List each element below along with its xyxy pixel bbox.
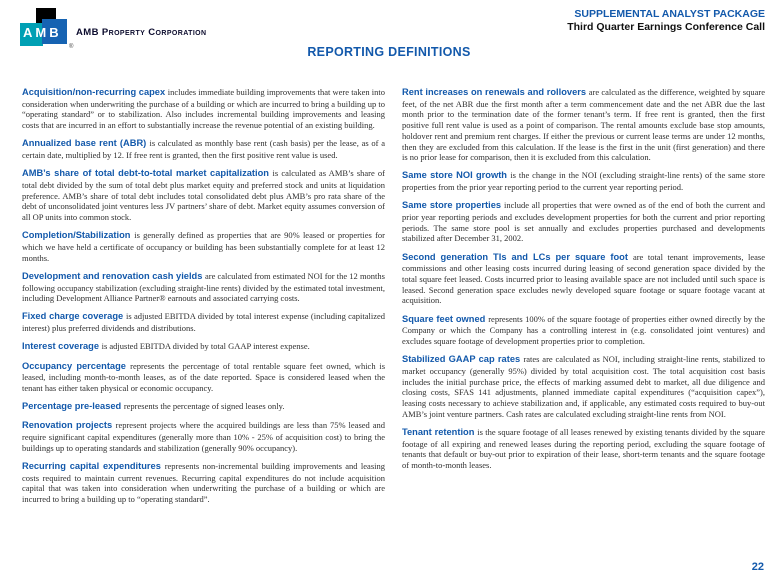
- page-title: REPORTING DEFINITIONS: [307, 45, 471, 59]
- definition-term: Development and renovation cash yields: [22, 270, 205, 281]
- definition-text: represent projects where the acquired buildings are less than 75% leased and require significant capital expenditures (generally more than 10% - 25% of acquisition cost) to bring the buildings up to operating standards and stabilization (generally 90% occupancy).: [22, 420, 385, 453]
- company-name: AMB Property Corporation: [76, 27, 207, 38]
- definitions: [22, 87, 765, 512]
- definition-item-left-4: [22, 271, 385, 304]
- definition-text: is generally defined as properties that are 90% leased or properties for which we have held a certificate of occupancy or building has been substantially complete for at least 12 months.: [22, 230, 385, 263]
- conference-call-subtitle: Third Quarter Earnings Conference Call: [567, 20, 765, 33]
- definition-text: is calculated as monthly base rent (cash basis) per the lease, as of a certain date, multiplied by 12. If free rent is granted, then the first positive rent value is used.: [22, 138, 385, 161]
- package-title: SUPPLEMENTAL ANALYST PACKAGE: [574, 8, 765, 20]
- definition-text: are calculated from estimated NOI for the 12 months following occupancy stabilization (excluding straight-line rents) divided by the estimated total investment, including Development Alliance Partner® earnouts and associated carrying costs.: [22, 270, 385, 304]
- definition-item-left-1: [22, 138, 385, 160]
- definition-term: Same store NOI growth: [402, 170, 511, 181]
- definition-text: is adjusted EBITDA divided by total interest expense (including capitalized interest) plus preferred dividends and distributions.: [22, 311, 385, 334]
- definition-item-left-0: [22, 87, 385, 131]
- definition-term: Fixed charge coverage: [22, 311, 126, 322]
- definition-item-right-4: [402, 314, 765, 347]
- definition-text: is calculated as AMB’s share of total debt divided by the sum of total debt plus market equity and preferred stock and units at liquidation preference. AMB’s share of total debt includes total consolidated debt plus AMB’s pro rata share of the debt of unconsolidated joint ventures less JV partners’ share of debt. Market equity assumes conversion of all OP units into common stock.: [22, 168, 386, 223]
- definition-text: represents non-incremental building improvements and leasing costs required to maintain current revenues. Recurring capital expenditures do not include acquisition capital that was taken into consideration when underwriting the purchase of a building or which are incurred to bring a building up to “operating standard”.: [22, 460, 385, 505]
- definition-item-right-2: [402, 200, 765, 244]
- definition-item-left-5: [22, 311, 385, 333]
- definition-text: includes immediate building improvements that were taken into consideration when underwriting the purchase of a building or which are incurred to bring a building up to “operating standard” or to stabilization. Also includes incremental building improvements and leasing costs that are incurred in an effort to substantially increase the revenue potential of an existing building.: [22, 87, 385, 131]
- definitions-column-left: [22, 87, 385, 512]
- definition-item-right-6: [402, 427, 765, 471]
- page-number: 22: [751, 561, 764, 573]
- definition-term: Occupancy percentage: [22, 360, 131, 371]
- definition-term: Same store properties: [402, 200, 505, 211]
- definition-term: Percentage pre-leased: [22, 401, 124, 412]
- definition-text: rates are calculated as NOI, including straight-line rents, stabilized to market occupancy (generally 95%) divided by total acquisition cost. The total acquisition cost basis includes the initial purchase price, the effects of marking assumed debt to market, all due diligence and closing costs, SFAS 141 adjustments, planned immediate capital expenditures (“acquisition capex”), leasing costs necessary to achieve stabilization and, if applicable, any estimated costs required to buy-out AMB’s joint venture partners. Cash rates are calculated excluding straight-line rents from NOI.: [402, 354, 765, 419]
- definition-term: Annualized base rent (ABR): [22, 138, 150, 149]
- registered-mark-icon: ®: [69, 44, 74, 50]
- definition-term: Recurring capital expenditures: [22, 460, 165, 471]
- definition-item-left-3: [22, 230, 385, 263]
- definition-term: Completion/Stabilization: [22, 230, 135, 241]
- definition-text: include all properties that were owned as of the end of both the current and prior year reporting periods and excludes development properties for both the current and prior reporting periods. The same store pool is set annually and excludes properties purchased and developments stabilized after December 31, 2002.: [402, 200, 765, 244]
- definition-text: are calculated as the difference, weighted by square feet, of the net ABR due the first month after a term commencement date and the net ABR due the last month prior to the termination date of the former tenant’s term. If free rent is granted, then the first positive full rent value is used as a point of comparison. The rental amounts exclude base stop amounts, holdover rent and premium rent charges. If either the previous or current lease terms are under 12 months, then they are excluded from this calculation. If the lease is the first in the unit (first generation) and there is no prior lease for comparison, then it is excluded from this calculation.: [402, 87, 765, 163]
- definition-text: represents the percentage of signed leases only.: [123, 401, 285, 412]
- definition-item-right-1: [402, 170, 765, 192]
- definition-text: are total tenant improvements, lease commissions and other leasing costs incurred during leasing of second generation space divided by the total square feet leased. Costs incurred prior to leasing available space are not included until such space is leased. Second generation space excludes newly developed square footage or square footage vacant at acquisition.: [402, 251, 765, 306]
- definition-term: Interest coverage: [22, 341, 102, 352]
- logo-monogram: AMB: [23, 25, 62, 40]
- definition-item-right-5: [402, 354, 765, 419]
- definition-term: Tenant retention: [402, 426, 478, 437]
- definition-item-left-8: [22, 401, 385, 413]
- definition-item-right-0: [402, 87, 765, 163]
- definition-text: is the square footage of all leases renewed by existing tenants divided by the square footage of all expiring and renewed leases during the reporting period, excluding the square footage of tenants that default or buy-out prior to expiration of their lease, short-term tenants and the square footage of month-to-month leases.: [402, 426, 765, 471]
- definition-item-left-6: [22, 341, 385, 353]
- definition-term: Square feet owned: [402, 313, 489, 324]
- definition-term: Stabilized GAAP cap rates: [402, 354, 524, 365]
- definition-text: represents the percentage of total rentable square feet owned, which is leased, including month-to-month leases, as of the date reported. Space is considered leased when the tenant has either taken physical or economic occupancy.: [22, 360, 385, 393]
- definition-text: is adjusted EBITDA divided by total GAAP interest expense.: [101, 341, 310, 352]
- definition-term: Rent increases on renewals and rollovers: [402, 87, 589, 97]
- definition-item-left-10: [22, 461, 385, 505]
- definition-text: represents 100% of the square footage of properties either owned directly by the Company or which the Company has a controlling interest in (e.g. consolidated joint ventures) and excludes square footage of development properties prior to completion.: [402, 313, 765, 347]
- definition-term: Acquisition/non-recurring capex: [22, 87, 168, 97]
- definition-term: Second generation TIs and LCs per square foot: [402, 251, 633, 262]
- definitions-column-right: [402, 87, 765, 512]
- definition-item-left-2: [22, 168, 385, 223]
- header-right: [567, 8, 765, 33]
- definition-item-left-9: [22, 420, 385, 453]
- definition-term: Renovation projects: [22, 420, 116, 431]
- definition-item-right-3: [402, 252, 765, 307]
- definition-term: AMB’s share of total debt-to-total market capitalization: [22, 168, 273, 179]
- definition-item-left-7: [22, 361, 385, 394]
- definition-text: is the change in the NOI (excluding straight-line rents) of the same store properties from the prior year reporting period to the current year reporting period.: [402, 170, 766, 193]
